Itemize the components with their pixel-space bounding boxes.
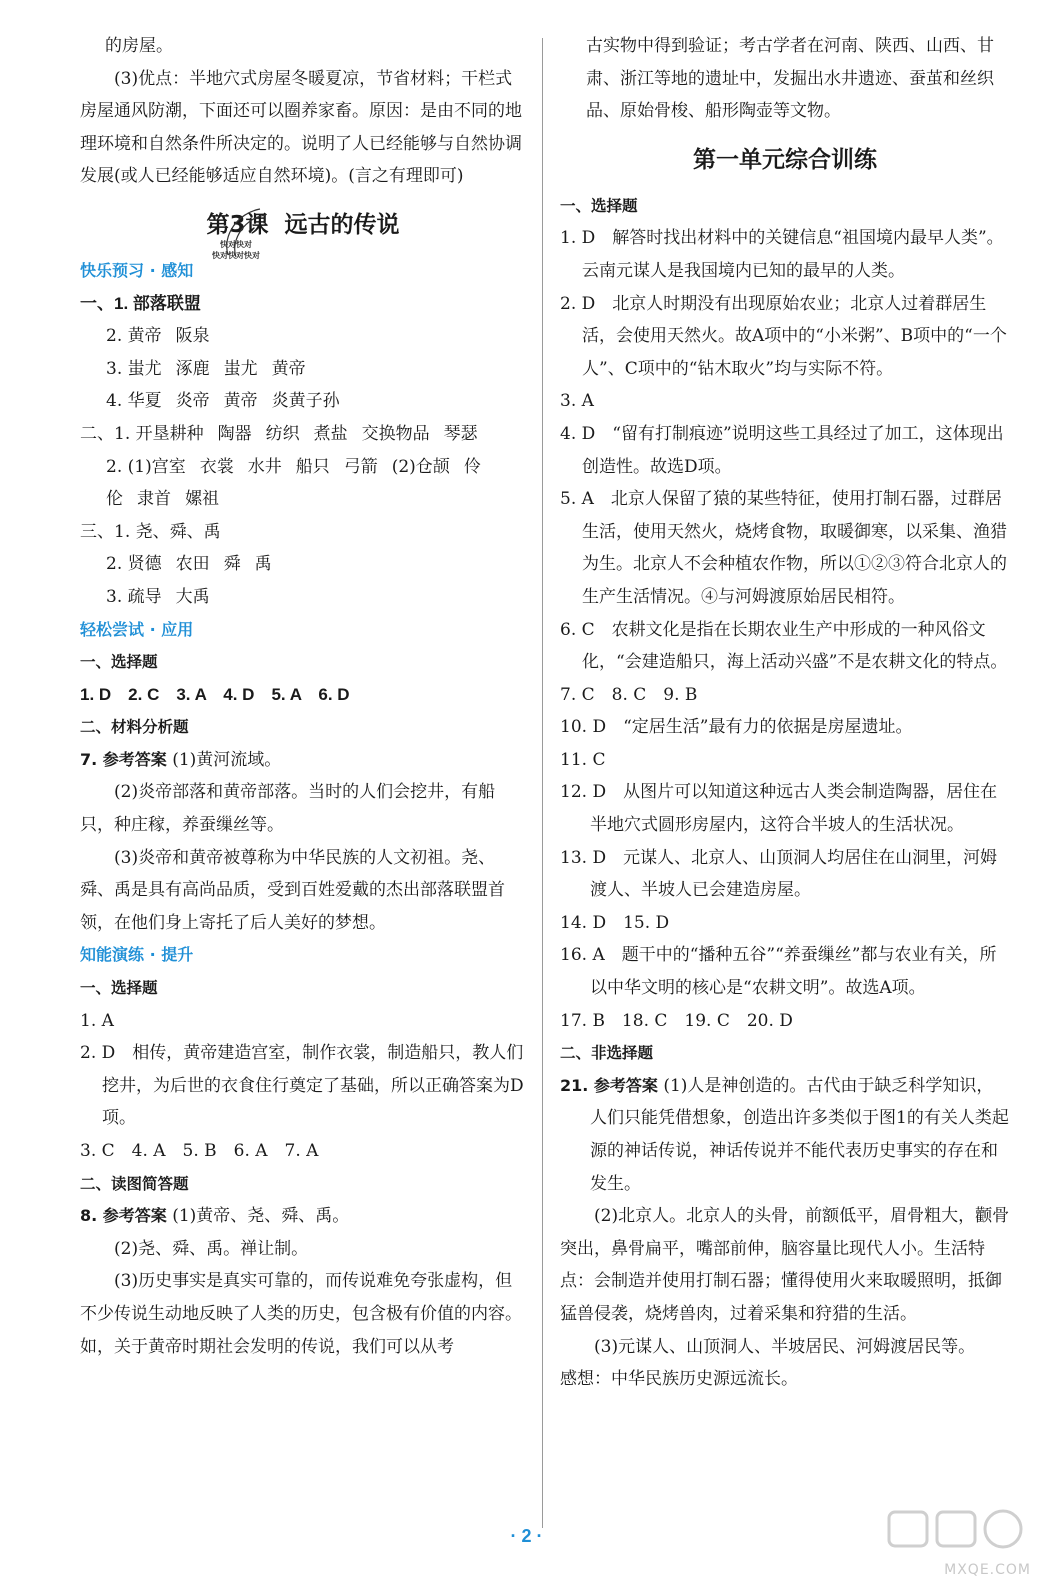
answer-item: 13. D 元谋人、北京人、山顶洞人均居住在山洞里，河姆渡人、半坡人已会建造房屋。	[560, 847, 998, 901]
intro-line: 的房屋。	[105, 36, 173, 56]
stamp-text-1: 快对快对	[220, 239, 252, 249]
answer-item: 7. C 8. C 9. B	[560, 684, 698, 705]
subsection-heading: 一、选择题	[80, 653, 158, 672]
lesson-number: 第3课	[206, 211, 269, 238]
answer-item: 14. D 15. D	[560, 912, 670, 933]
answer-item: 16. A 题干中的“播种五谷”“养蚕缫丝”都与农业有关，所以中华文明的核心是“农耕文明”。故选A项。	[560, 945, 997, 999]
answer-item: 2. D 相传，黄帝建造宫室，制作衣裳，制造船只，教人们挖井，为后世的衣食住行奠定了基础，所以正确答案为D项。	[80, 1043, 524, 1129]
preview-line: 2. 贤德 农田 舜 禹	[106, 554, 272, 575]
q7-answer-part: (3)炎帝和黄帝被尊称为中华民族的人文初祖。尧、舜、禹是具有高尚品质，受到百姓爱戴的杰出部落联盟首领，在他们身上寄托了后人美好的梦想。	[80, 847, 505, 933]
column-divider	[542, 38, 543, 1528]
preview-line: 一、1. 部落联盟	[80, 293, 201, 313]
preview-line: 4. 华夏 炎帝 黄帝 炎黄子孙	[106, 391, 340, 412]
answer-item: 12. D 从图片可以知道这种远古人类会制造陶器，居住在半地穴式圆形房屋内，这符合半坡人的生活状况。	[560, 782, 998, 836]
preview-line: 2. (1)宫室 衣裳 水井 船只 弓箭 (2)仓颉 伶	[106, 456, 481, 477]
q7-answer-part: (2)炎帝部落和黄帝部落。当时的人们会挖井，有船只，种庄稼，养蚕缫丝等。	[80, 782, 496, 836]
answer-item: 17. B 18. C 19. C 20. D	[560, 1010, 793, 1031]
unit-title: 第一单元综合训练	[693, 146, 877, 173]
left-column	[80, 30, 526, 1363]
preview-line: 伦 隶首 嫘祖	[106, 489, 219, 510]
preview-line: 二、1. 开垦耕种 陶器 纺织 煮盐 交换物品 琴瑟	[80, 423, 478, 444]
section-heading-practice: 知能演练 · 提升	[80, 945, 194, 965]
answer-item: 5. A 北京人保留了猿的某些特征，使用打制石器，过群居生活，使用天然火，烧烤食物，取暖御寒，以采集、渔猎为生。北京人不会种植农作物，所以①②③符合北京人的生产生活情况。④与河姆渡原始居民相符。	[560, 489, 1007, 607]
answer-item: 1. A	[80, 1010, 114, 1031]
q7-answer: 7. 参考答案 (1)黄河流域。	[80, 749, 282, 770]
answer-item: 3. C 4. A 5. B 6. A 7. A	[80, 1141, 319, 1161]
preview-line: 3. 蚩尤 涿鹿 蚩尤 黄帝	[106, 358, 306, 379]
page-number: · 2 ·	[510, 1526, 543, 1546]
watermark-text: MXQE.COM	[944, 1562, 1031, 1578]
answer-item: 3. A	[560, 391, 594, 412]
subsection-heading: 二、材料分析题	[80, 718, 189, 737]
answer-item: 11. C	[560, 749, 606, 770]
stamp-text-2: 快对快对快对	[212, 250, 260, 260]
q21-answer-part: (2)北京人。北京人的头骨，前额低平，眉骨粗大，颧骨突出，鼻骨扁平，嘴部前伸，脑容量比现代人小。生活特点：会制造并使用打制石器；懂得使用火来取暖照明，抵御猛兽侵袭，烧烤兽肉，过着采集和狩猎的生活。	[560, 1206, 1010, 1324]
answer-item: 2. D 北京人时期没有出现原始农业；北京人过着群居生活，会使用天然火。故A项中的“小米粥”、B项中的“一个人”、C项中的“钻木取火”均与实际不符。	[560, 293, 1007, 379]
answer-item: 6. C 农耕文化是指在长期农业生产中形成的一种风俗文化，“会建造船只，海上活动兴盛”不是农耕文化的特点。	[560, 619, 1008, 673]
q21-answer: 21. 参考答案 (1)人是神创造的。古代由于缺乏科学知识，人们只能凭借想象，创造出许多类似于图1的有关人类起源的神话传说，神话传说并不能代表历史事实的存在和发生。	[560, 1075, 1009, 1194]
subsection-heading: 一、选择题	[560, 196, 638, 215]
lesson-name: 远古的传说	[284, 211, 400, 238]
q21-answer-part: (3)元谋人、山顶洞人、半坡居民、河姆渡居民等。	[594, 1336, 976, 1357]
subsection-heading: 二、读图简答题	[80, 1174, 189, 1193]
section-heading-preview: 快乐预习 · 感知	[80, 260, 194, 280]
q8-answer-part: (3)历史事实是真实可靠的，而传说难免夸张虚构，但不少传说生动地反映了人类的历史，包含极有价值的内容。如，关于黄帝时期社会发明的传说，我们可以从考	[80, 1271, 522, 1357]
q8-answer: 8. 参考答案 (1)黄帝、尧、舜、禹。	[80, 1206, 350, 1227]
preview-line: 2. 黄帝 阪泉	[106, 326, 210, 347]
q21-conclusion: 感想：中华民族历史源远流长。	[560, 1369, 798, 1390]
continued-paragraph: 古实物中得到验证；考古学者在河南、陕西、山西、甘肃、浙江等地的遗址中，发掘出水井遗迹、蚕茧和丝织品、原始骨梭、船形陶壶等文物。	[586, 36, 994, 122]
section-heading-try: 轻松尝试 · 应用	[80, 619, 194, 639]
intro-paragraph: (3)优点：半地穴式房屋冬暖夏凉，节省材料；干栏式房屋通风防潮，下面还可以圈养家畜。原因：是由不同的地理环境和自然条件所决定的。说明了人已经能够与自然协调发展(或人已经能够适应自然环境)。(言之有理即可)	[80, 68, 522, 187]
subsection-heading: 二、非选择题	[560, 1044, 654, 1063]
preview-line: 3. 疏导 大禹	[106, 586, 210, 607]
preview-line: 三、1. 尧、舜、禹	[80, 521, 221, 542]
watermark-logo-icon	[883, 1508, 1033, 1568]
lesson-title	[80, 205, 526, 260]
q8-answer-part: (2)尧、舜、禹。禅让制。	[114, 1238, 309, 1259]
answer-item: 1. D 解答时找出材料中的关键信息“祖国境内最早人类”。云南元谋人是我国境内已知的最早的人类。	[560, 228, 1004, 281]
choice-answers: 1. D 2. C 3. A 4. D 5. A 6. D	[80, 684, 350, 704]
answer-item: 10. D “定居生活”最有力的依据是房屋遗址。	[560, 717, 913, 738]
subsection-heading: 一、选择题	[80, 979, 158, 998]
answer-item: 4. D “留有打制痕迹”说明这些工具经过了加工，这体现出创造性。故选D项。	[560, 423, 1004, 477]
right-column	[560, 30, 1010, 1396]
